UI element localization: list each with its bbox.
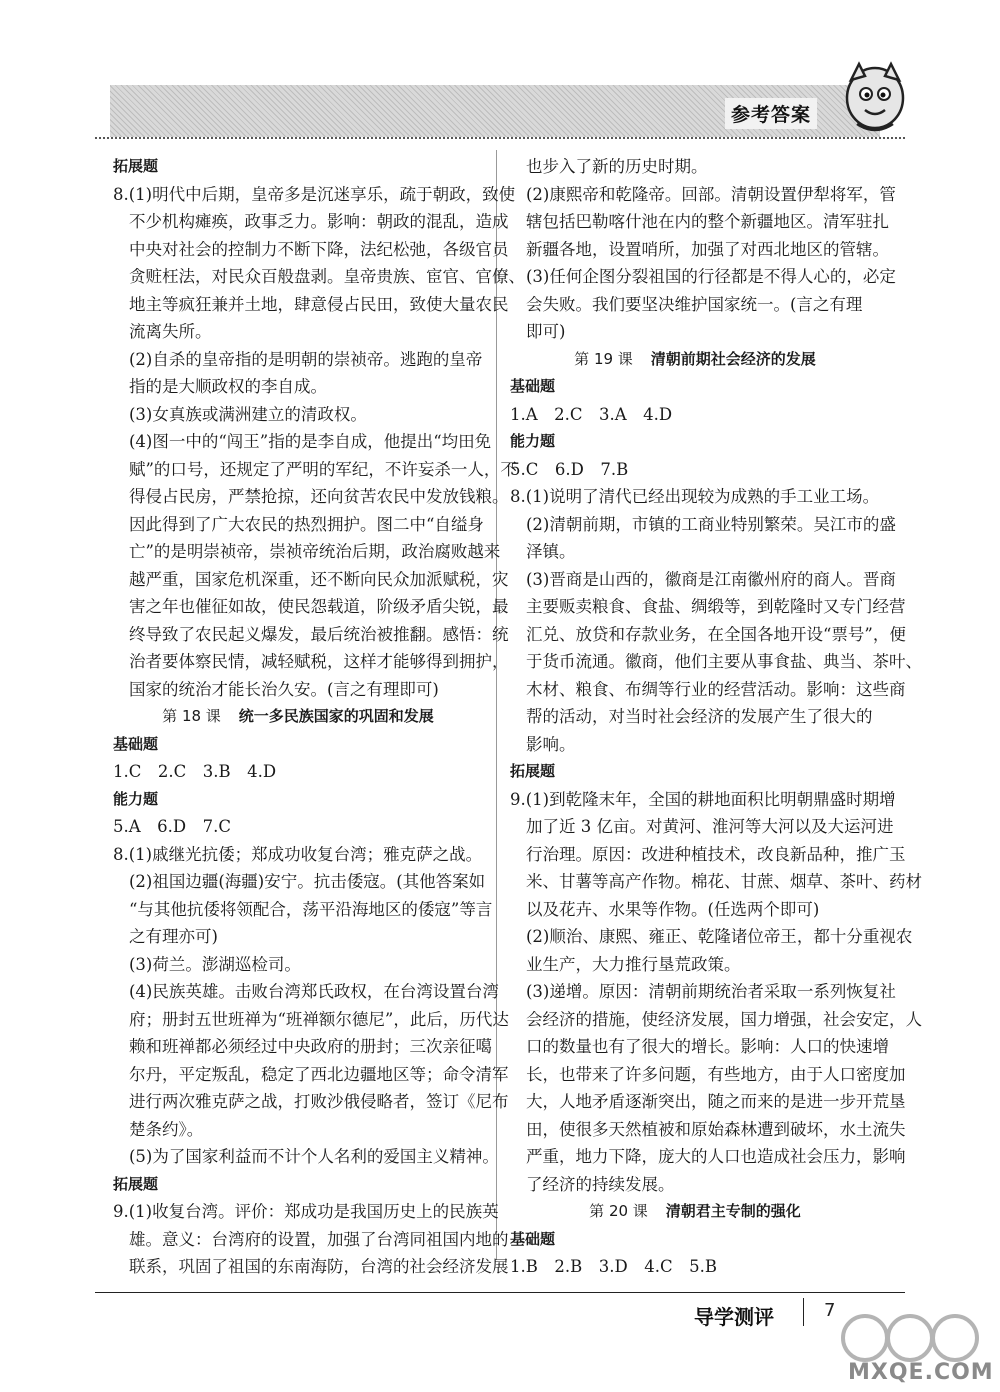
text-line: 不少机构瘫痪，政事乏力。影响：朝政的混乱，造成 [129,212,509,231]
text-line: 1.B 2.B 3.D 4.C 5.B [510,1257,717,1276]
lesson-title: 清朝前期社会经济的发展 [650,349,816,368]
text-line: (3)任何企图分裂祖国的行径都是不得人心的，必定 [526,267,896,286]
text-line: 贪赃枉法，对民众百般盘剥。皇帝贵族、宦官、官僚、 [129,267,525,286]
text-line: 即可) [526,322,566,341]
footer-rule [95,1292,905,1293]
text-line: 治者要体察民情，减轻赋税，这样才能够得到拥护， [129,652,509,671]
text-line: 9.(1)到乾隆末年，全国的耕地面积比明朝鼎盛时期增 [510,789,896,809]
text-line: (3)女真族或满洲建立的清政权。 [129,404,367,424]
text-line: 得侵占民房，严禁抢掠，还向贫苦农民中发放钱粮。 [129,487,509,506]
section-heading: 基础题 [510,377,556,395]
text-line: 泽镇。 [526,542,576,561]
text-line: 田，使很多天然植被和原始森林遭到破坏，水土流失 [526,1119,906,1139]
text-line: 加了近 3 亿亩。对黄河、淮河等大河以及大运河进 [526,817,894,836]
text-line: (4)图一中的“闯王”指的是李自成，他提出“均田免 [129,432,492,451]
lesson-number: 第 18 课 [162,707,221,725]
text-line: (2)清朝前期，市镇的工商业特别繁荣。吴江市的盛 [526,514,896,534]
lesson-heading [113,703,483,731]
text-line: 楚条约》。 [129,1119,204,1139]
text-line: 5.A 6.D 7.C [113,817,231,836]
text-line: 联系，巩固了祖国的东南海防，台湾的社会经济发展 [129,1257,509,1276]
text-line: 9.(1)收复台湾。评价：郑成功是我国历史上的民族英 [113,1202,499,1221]
text-line: 指的是大顺政权的李自成。 [129,377,327,396]
section-heading: 拓展题 [113,1174,159,1193]
text-line: 辖包括巴勒喀什池在内的整个新疆地区。清军驻扎 [526,212,889,231]
text-line: 雄。意义：台湾府的设置，加强了台湾同祖国内地的 [129,1229,509,1249]
mascot-icon [835,58,915,138]
lesson-heading [510,346,880,374]
lesson-number: 第 19 课 [574,349,633,368]
text-line: 因此得到了广大农民的热烈拥护。图二中“自缢身 [129,514,484,534]
text-line: 越严重，国家危机深重，还不断向民众加派赋税，灾 [129,569,509,589]
text-line: (5)为了国家利益而不计个人名利的爱国主义精神。 [129,1147,499,1166]
text-line: 长，也带来了许多问题，有些地方，由于人口密度加 [526,1064,906,1084]
text-line: 新疆各地，设置哨所，加强了对西北地区的管辖。 [526,239,889,259]
lesson-title: 统一多民族国家的巩固和发展 [238,707,434,725]
text-line: 于货币流通。徽商，他们主要从事食盐、典当、茶叶、 [526,652,922,671]
section-heading: 拓展题 [113,157,159,175]
lesson-number: 第 20 课 [589,1202,648,1220]
text-line: 尔丹，平定叛乱，稳定了西北边疆地区等；命令清军 [129,1064,509,1084]
text-line: 流离失所。 [129,322,212,341]
text-line: 府；册封五世班禅为“班禅额尔德尼”，此后，历代达 [129,1009,509,1029]
text-line: 进行两次雅克萨之战，打败沙俄侵略者，签订《尼布 [129,1092,509,1111]
text-line: 口的数量也有了很大的增长。影响：人口的快速增 [526,1037,889,1056]
text-line: 业生产，大力推行垦荒政策。 [526,954,741,974]
text-line: 会经济的措施，使经济发展，国力增强，社会安定，人 [526,1009,922,1029]
text-line: (2)自杀的皇帝指的是明朝的崇祯帝。逃跑的皇帝 [129,349,483,369]
text-line: 严重，地力下降，庞大的人口也造成社会压力，影响 [526,1147,906,1166]
text-line: 以及花卉、水果等作物。(任选两个即可) [526,899,820,919]
text-line: 5.C 6.D 7.B [510,459,629,479]
text-line: 木材、粮食、布绸等行业的经营活动。影响：这些商 [526,679,906,699]
text-line: 8.(1)明代中后期，皇帝多是沉迷享乐，疏于朝政，致使 [113,184,516,204]
text-line: 亡”的是明崇祯帝，崇祯帝统治后期，政治腐败越来 [129,542,501,561]
text-line: 也步入了新的历史时期。 [526,157,708,176]
text-line: 1.C 2.C 3.B 4.D [113,762,277,781]
text-line: 汇兑、放贷和存款业务，在全国各地开设“票号”，便 [526,624,906,644]
lesson-heading [510,1198,880,1226]
section-heading: 能力题 [510,432,556,450]
text-line: 害之年也催征如故，使民怨载道，阶级矛盾尖锐，最 [129,597,509,616]
section-heading: 基础题 [510,1229,556,1248]
section-heading: 能力题 [113,789,159,808]
footer-brand: 导学测评 [694,1305,774,1329]
text-line: 行治理。原因：改进种植技术，改良新品种，推广玉 [526,844,906,864]
text-line: 主要贩卖粮食、食盐、绸缎等，到乾隆时又专门经营 [526,597,906,616]
text-line: 赋”的口号，还规定了严明的军纪，不许妄杀一人，不 [129,459,517,479]
text-line: 了经济的持续发展。 [526,1174,675,1194]
text-line: 国家的统治才能长治久安。(言之有理即可) [129,679,439,699]
right-column [510,153,922,1281]
header-label: 参考答案 [725,98,817,129]
section-heading: 拓展题 [510,762,556,780]
text-line: 米、甘薯等高产作物。棉花、甘蔗、烟草、茶叶、药材 [526,872,922,891]
left-column [113,153,525,1281]
text-line: 终导致了农民起义爆发，最后统治被推翻。感悟：统 [129,624,509,644]
page-number: 7 [824,1300,836,1321]
text-line: “与其他抗倭将领配合，荡平沿海地区的倭寇”等言 [129,899,493,919]
text-line: 会失败。我们要坚决维护国家统一。(言之有理 [526,294,863,314]
section-heading: 基础题 [113,734,159,753]
watermark-text: MXQE.COM [848,1360,994,1385]
text-line: 赖和班禅都必须经过中央政府的册封；三次亲征噶 [129,1037,492,1056]
text-line: 1.A 2.C 3.A 4.D [510,404,673,424]
text-line: 地主等疯狂兼并土地，肆意侵占民田，致使大量农民 [129,294,509,314]
text-line: (3)晋商是山西的，徽商是江南徽州府的商人。晋商 [526,569,896,589]
text-line: 8.(1)说明了清代已经出现较为成熟的手工业工场。 [510,487,880,506]
text-line: 中央对社会的控制力不断下降，法纪松弛，各级官员 [129,239,509,259]
text-line: (2)祖国边疆(海疆)安宁。抗击倭寇。(其他答案如 [129,872,486,891]
text-line: 大，人地矛盾逐渐突出，随之而来的是进一步开荒垦 [526,1092,906,1111]
text-line: (3)荷兰。澎湖巡检司。 [129,954,301,974]
text-line: 影响。 [526,734,576,754]
text-line: 帮的活动，对当时社会经济的发展产生了很大的 [526,707,873,726]
header-rule [95,137,905,139]
text-line: (2)顺治、康熙、雍正、乾隆诸位帝王，都十分重视农 [526,927,913,946]
text-line: 之有理亦可) [129,927,218,946]
text-line: (2)康熙帝和乾隆帝。回部。清朝设置伊犁将军，管 [526,184,896,204]
text-line: 8.(1)戚继光抗倭；郑成功收复台湾；雅克萨之战。 [113,844,483,864]
text-line: (3)递增。原因：清朝前期统治者采取一系列恢复社 [526,982,896,1001]
lesson-title: 清朝君主专制的强化 [665,1202,801,1220]
text-line: (4)民族英雄。击败台湾郑氏政权，在台湾设置台湾 [129,982,499,1001]
footer-separator [803,1298,804,1326]
